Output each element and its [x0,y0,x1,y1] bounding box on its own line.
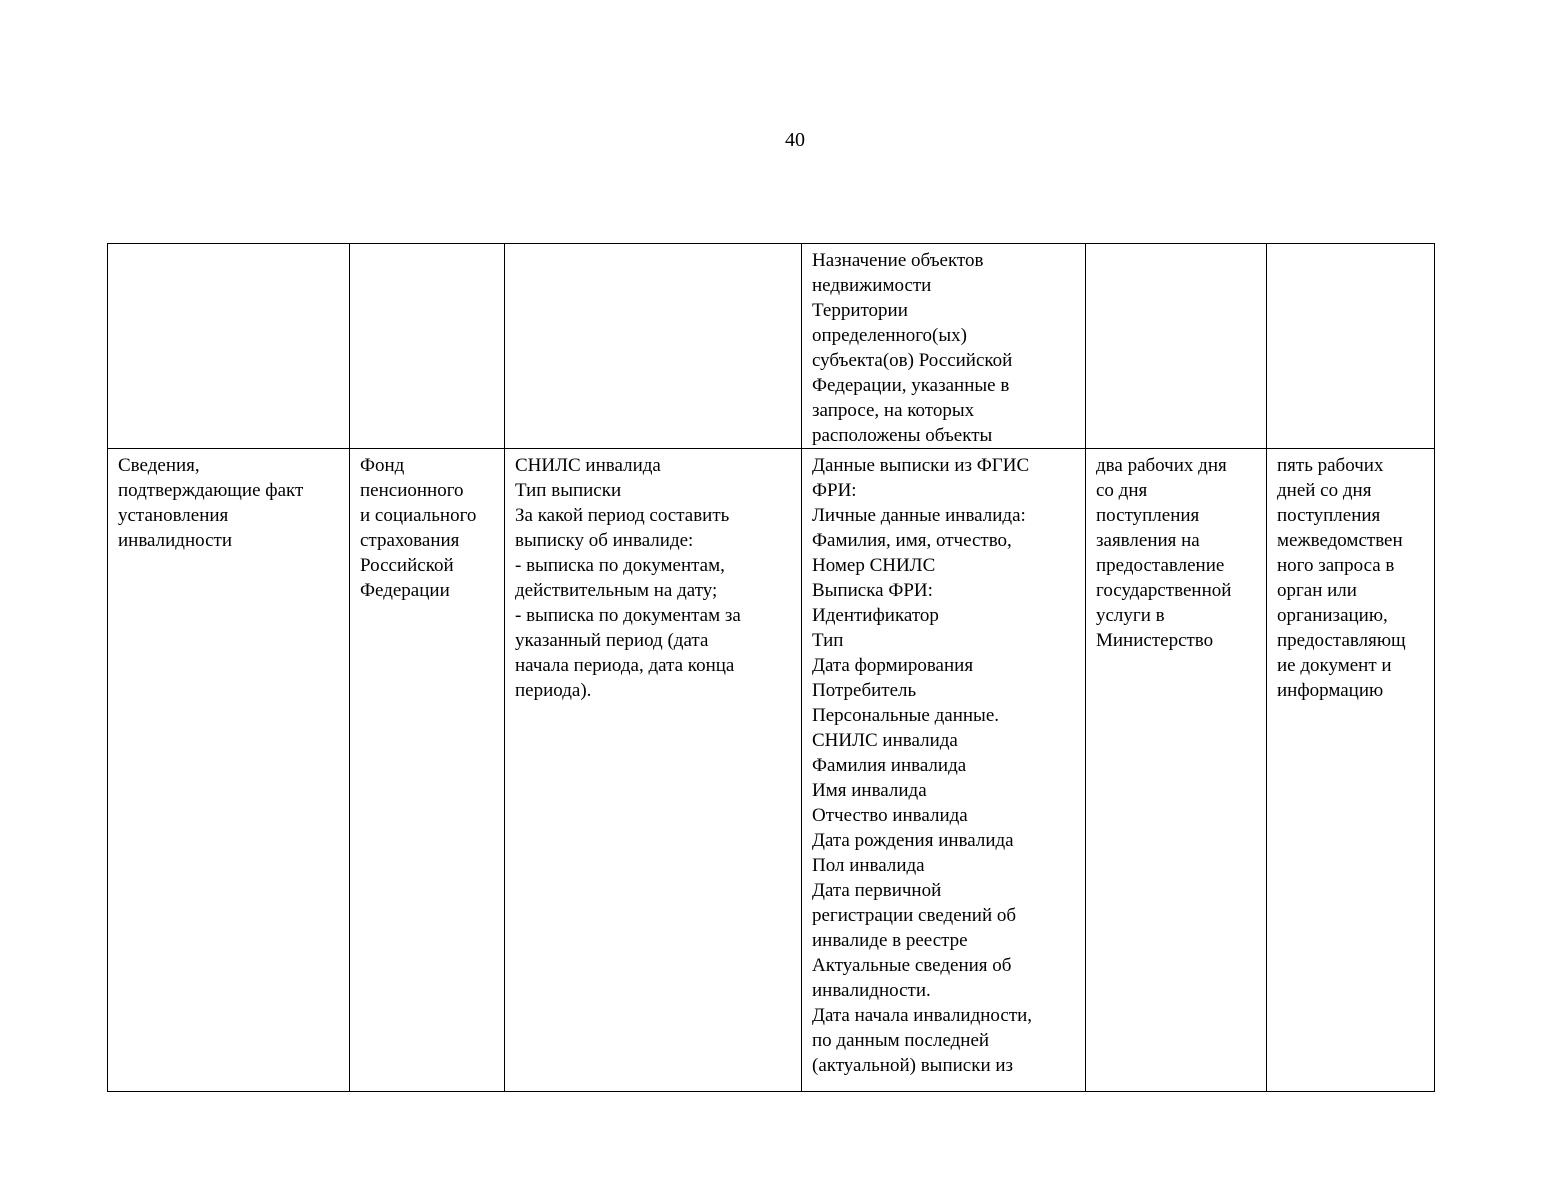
text-line: инвалидности [118,530,233,551]
text-line: субъекта(ов) Российской [812,350,1013,371]
text-line: установления [118,505,229,526]
text-line: расположены объекты [812,425,993,446]
text-line: Дата формирования [812,655,974,676]
text-line: по данным последней [812,1030,990,1051]
text-line: Сведения, [118,455,200,476]
text-line: Номер СНИЛС [812,555,936,576]
cell-response-data [802,244,1086,449]
text-line: Дата первичной [812,880,942,901]
text-line: Отчество инвалида [812,805,968,826]
text-line: недвижимости [812,275,932,296]
text-line: (актуальной) выписки из [812,1055,1014,1076]
text-line: Территории [812,300,908,321]
text-line: поступления [1096,505,1200,526]
text-line: Фонд [360,455,405,476]
table-row [108,244,1435,449]
cell-information [108,449,350,1092]
text-line: Потребитель [812,680,917,701]
cell-request-params [505,244,802,449]
cell-lines [812,248,1077,448]
text-line: Дата рождения инвалида [812,830,1014,851]
text-line: Российской [360,555,454,576]
text-line: поступления [1277,505,1381,526]
text-line: предоставление [1096,555,1225,576]
text-line: Персональные данные. [812,705,1000,726]
cell-lines [812,453,1077,1078]
text-line: ие документ и [1277,655,1392,676]
text-line: Идентификатор [812,605,939,626]
text-line: со дня [1096,480,1148,501]
cell-lines [515,453,793,703]
text-line: - выписка по документам, [515,555,725,576]
text-line: дней со дня [1277,480,1372,501]
cell-lines [1277,453,1426,703]
text-line: страхования [360,530,460,551]
text-line: запросе, на которых [812,400,975,421]
text-line: действительным на дату; [515,580,718,601]
text-line: Дата начала инвалидности, [812,1005,1033,1026]
text-line: Федерации, указанные в [812,375,1010,396]
text-line: ного запроса в [1277,555,1395,576]
cell-request-params [505,449,802,1092]
text-line: пенсионного [360,480,464,501]
text-line: указанный период (дата [515,630,709,651]
text-line: начала периода, дата конца [515,655,735,676]
cell-term-response [1267,449,1435,1092]
text-line: пять рабочих [1277,455,1384,476]
cell-term-provision [1086,244,1267,449]
text-line: периода). [515,680,592,701]
cell-lines [360,453,496,603]
text-line: - выписка по документам за [515,605,741,626]
text-line: Имя инвалида [812,780,927,801]
text-line: За какой период составить [515,505,730,526]
text-line: СНИЛС инвалида [812,730,958,751]
text-line: инвалиде в реестре [812,930,968,951]
text-line: подтверждающие факт [118,480,304,501]
text-line: орган или [1277,580,1357,601]
text-line: два рабочих дня [1096,455,1227,476]
text-line: заявления на [1096,530,1200,551]
text-line: межведомствен [1277,530,1403,551]
cell-information [108,244,350,449]
text-line: СНИЛС инвалида [515,455,661,476]
text-line: Пол инвалида [812,855,925,876]
text-line: Тип выписки [515,480,622,501]
text-line: регистрации сведений об [812,905,1017,926]
text-line: Фамилия, имя, отчество, [812,530,1012,551]
cell-lines [118,453,341,553]
text-line: определенного(ых) [812,325,967,346]
text-line: Фамилия инвалида [812,755,967,776]
text-line: инвалидности. [812,980,931,1001]
text-line: и социального [360,505,477,526]
text-line: Назначение объектов [812,250,984,271]
text-line: предоставляющ [1277,630,1406,651]
cell-provider [350,244,505,449]
text-line: Данные выписки из ФГИС [812,455,1030,476]
cell-provider [350,449,505,1092]
cell-response-data [802,449,1086,1092]
text-line: услуги в [1096,605,1165,626]
text-line: Федерации [360,580,450,601]
table-row [108,449,1435,1092]
text-line: Тип [812,630,844,651]
text-line: организацию, [1277,605,1388,626]
text-line: государственной [1096,580,1232,601]
text-line: Актуальные сведения об [812,955,1012,976]
cell-term-response [1267,244,1435,449]
services-table [107,243,1435,1092]
text-line: Министерство [1096,630,1214,651]
page-number: 40 [785,129,805,151]
cell-lines [1096,453,1258,653]
text-line: Выписка ФРИ: [812,580,933,601]
text-line: информацию [1277,680,1384,701]
text-line: Личные данные инвалида: [812,505,1026,526]
text-line: выписку об инвалиде: [515,530,694,551]
text-line: ФРИ: [812,480,857,501]
cell-term-provision [1086,449,1267,1092]
